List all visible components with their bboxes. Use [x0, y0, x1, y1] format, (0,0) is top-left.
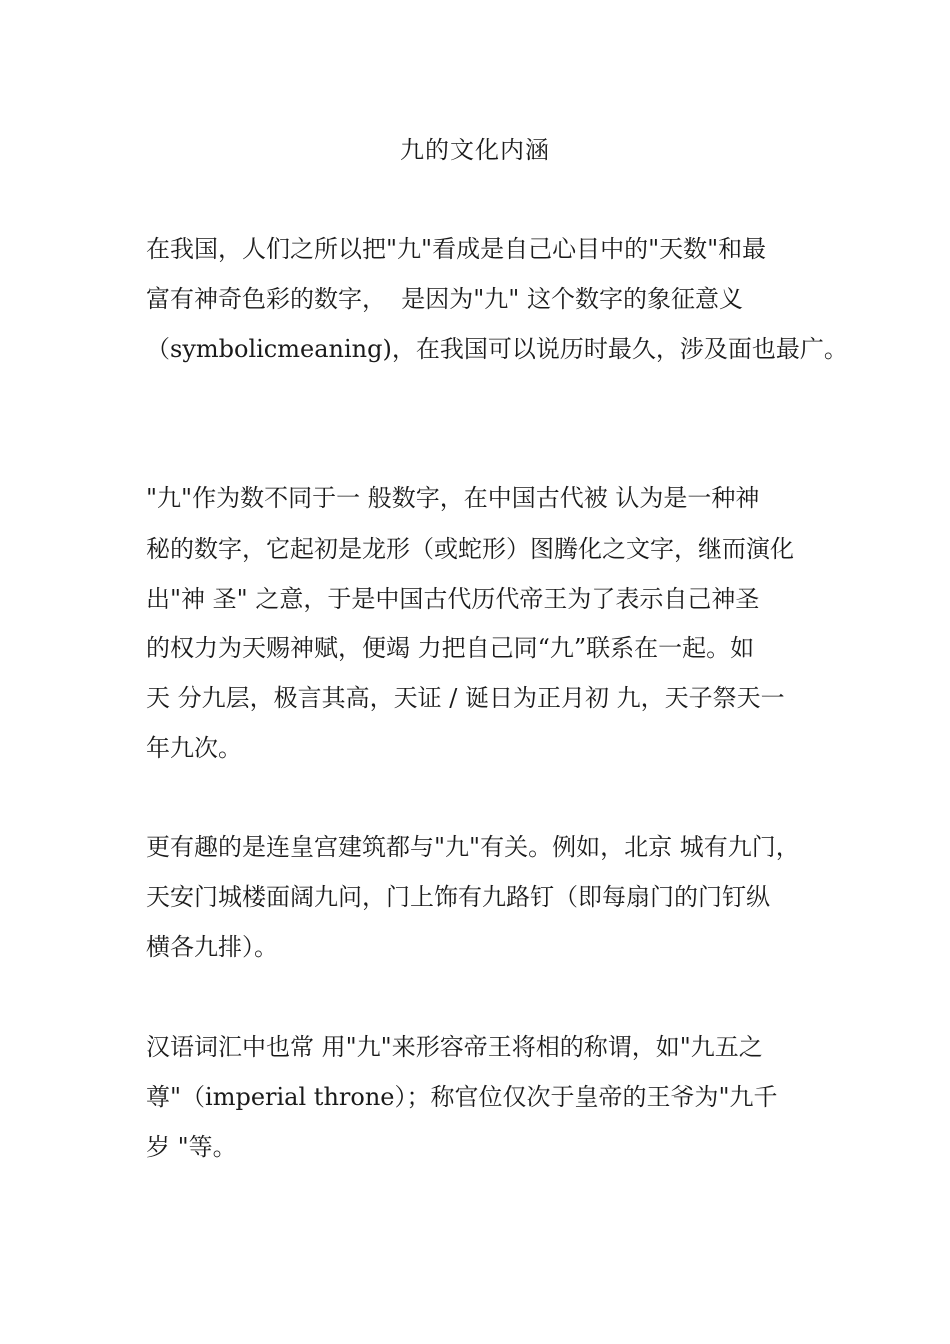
paragraph-line: 的权力为天赐神赋，便竭 力把自己同“九”联系在一起。如 — [146, 634, 755, 662]
paragraph-line: 年九次。 — [146, 734, 242, 762]
paragraph-line: 岁 "等。 — [146, 1133, 237, 1161]
paragraph-line: 天安门城楼面阔九问，门上饰有九路钉（即每扇门的门钉纵 — [146, 883, 770, 911]
paragraph-line: 更有趣的是连皇宫建筑都与"九"有关。例如，北京 城有九门， — [146, 833, 800, 861]
paragraph-line: （symbolicmeaning)，在我国可以说历时最久，涉及面也最广。 — [146, 335, 848, 363]
paragraph-line: 天 分九层，极言其高，天证 / 诞日为正月初 九，天子祭天一 — [146, 684, 785, 712]
paragraph-line: 汉语词汇中也常 用"九"来形容帝王将相的称谓，如"九五之 — [146, 1033, 763, 1061]
paragraph-line: 出"神 圣" 之意，于是中国古代历代帝王为了表示自己神圣 — [146, 585, 760, 613]
paragraph-line: 秘的数字，它起初是龙形（或蛇形）图腾化之文字，继而演化 — [146, 535, 794, 563]
paragraph-line: 尊"（imperial throne）；称官位仅次于皇帝的王爷为"九千 — [146, 1083, 778, 1111]
paragraph-line: 富有神奇色彩的数字， 是因为"九" 这个数字的象征意义 — [146, 285, 743, 313]
document-title: 九的文化内涵 — [400, 136, 550, 164]
paragraph-line: "九"作为数不同于一 般数字，在中国古代被 认为是一种神 — [146, 484, 760, 512]
paragraph-line: 横各九排）。 — [146, 933, 278, 961]
paragraph-line: 在我国，人们之所以把"九"看成是自己心目中的"天数"和最 — [146, 235, 767, 263]
